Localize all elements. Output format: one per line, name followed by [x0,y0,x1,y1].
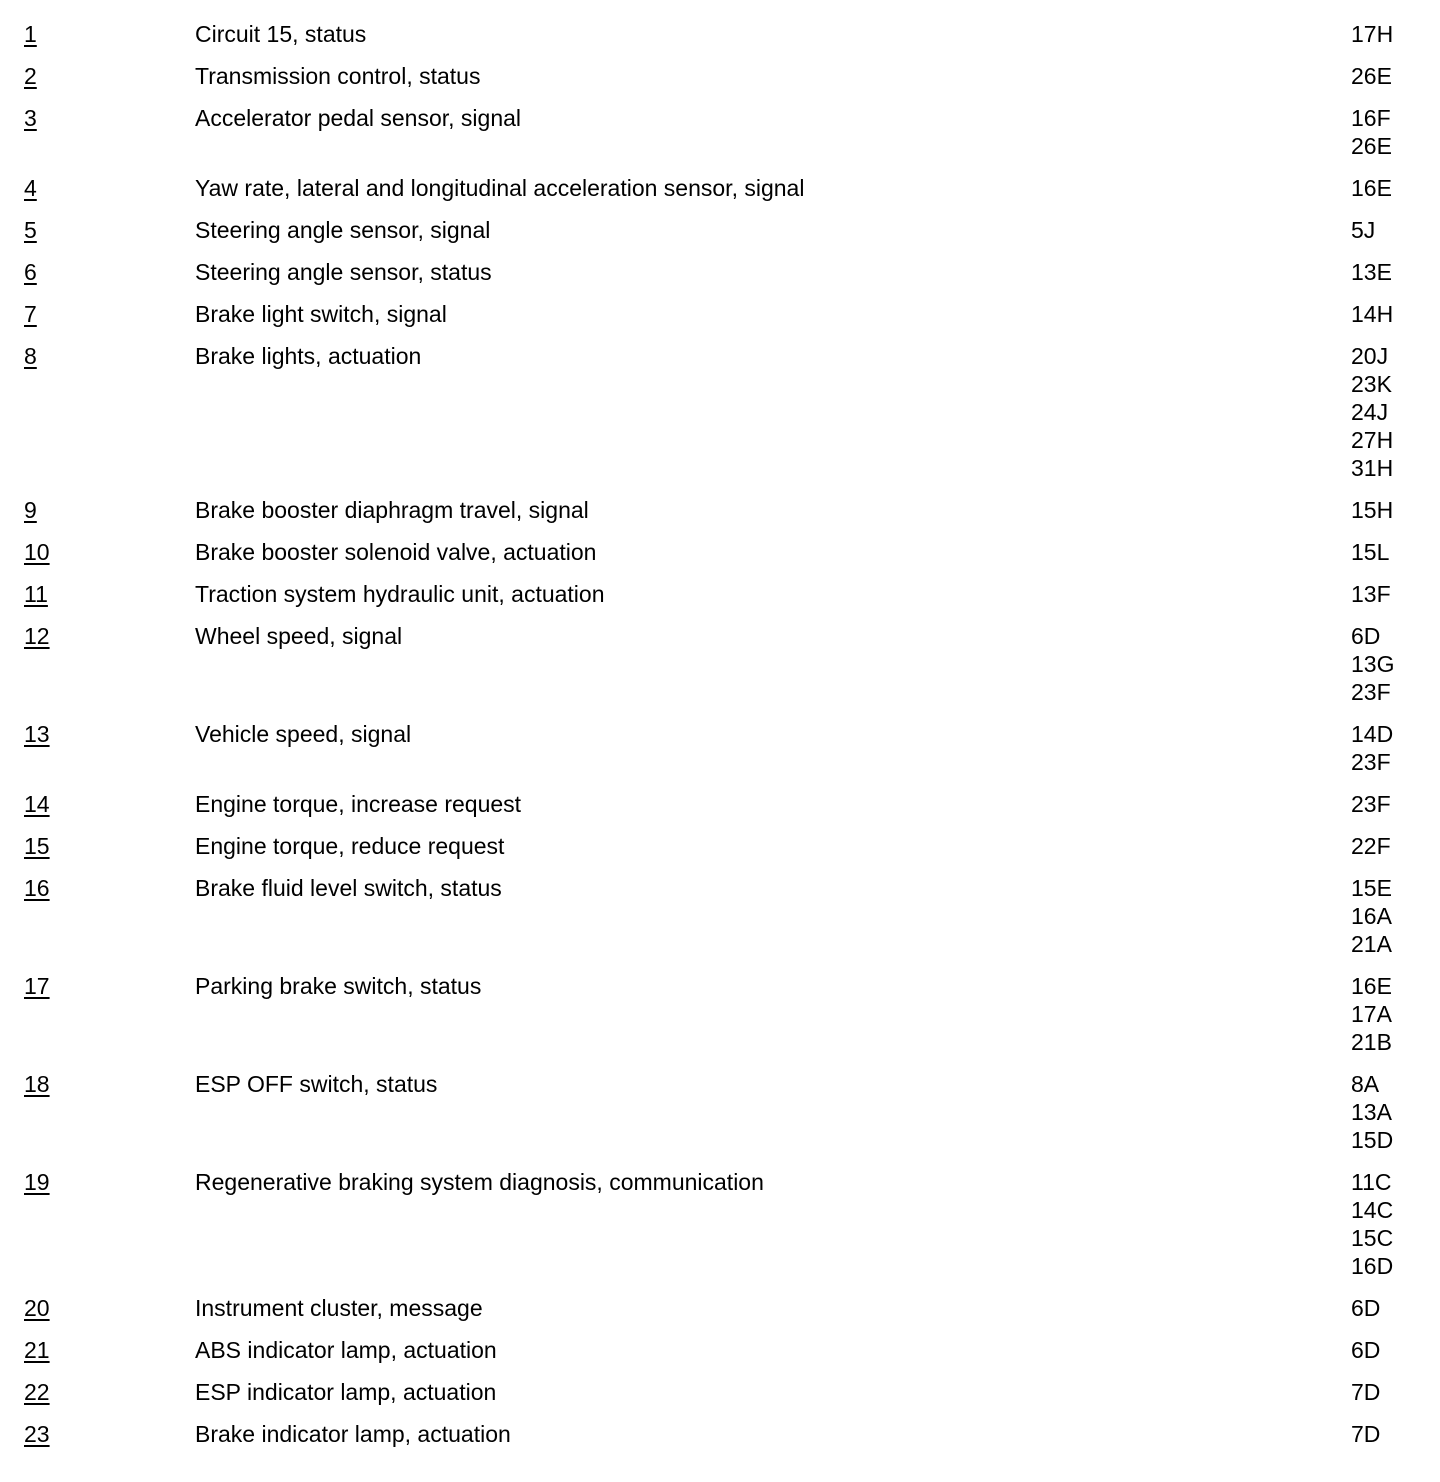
row-description: Wheel speed, signal [195,623,403,649]
row-codes [1351,580,1431,608]
row-number-link[interactable]: 6 [24,259,37,285]
row-codes [1351,1294,1431,1322]
grid-reference-code: 20J [1351,343,1389,369]
row-description: ESP OFF switch, status [195,1071,438,1097]
grid-reference-code: 14C [1351,1197,1394,1223]
table-row [0,1168,1440,1280]
row-number-cell [0,258,195,286]
grid-reference-code: 8A [1351,1071,1380,1097]
row-number-link[interactable]: 5 [24,217,37,243]
row-number-link[interactable]: 8 [24,343,37,369]
grid-reference-code: 5J [1351,217,1376,243]
row-number-link[interactable]: 3 [24,105,37,131]
row-codes [1351,216,1431,244]
table-row [0,342,1440,482]
row-number-link[interactable]: 1 [24,21,37,47]
grid-reference-code: 16F [1351,105,1391,131]
row-number-cell [0,20,195,48]
grid-reference-code: 13A [1351,1099,1392,1125]
table-row [0,580,1440,608]
row-description: ABS indicator lamp, actuation [195,1337,497,1363]
row-number-cell [0,1378,195,1406]
table-row [0,1336,1440,1364]
row-codes [1351,720,1431,776]
table-row [0,720,1440,776]
row-number-cell [0,720,195,748]
grid-reference-code: 21A [1351,931,1392,957]
table-row [0,1294,1440,1322]
table-row [0,1070,1440,1154]
row-number-link[interactable]: 23 [24,1421,50,1447]
grid-reference-code: 14H [1351,301,1394,327]
grid-reference-code: 26E [1351,133,1392,159]
table-row [0,174,1440,202]
row-codes [1351,1070,1431,1154]
row-number-cell [0,104,195,132]
row-codes [1351,174,1431,202]
grid-reference-code: 22F [1351,833,1391,859]
row-description: Brake indicator lamp, actuation [195,1421,511,1447]
row-number-cell [0,972,195,1000]
row-number-link[interactable]: 16 [24,875,50,901]
grid-reference-code: 16A [1351,903,1392,929]
row-codes [1351,622,1431,706]
row-codes [1351,832,1431,860]
row-number-link[interactable]: 9 [24,497,37,523]
grid-reference-code: 13G [1351,651,1395,677]
table-row [0,20,1440,48]
row-description: Regenerative braking system diagnosis, communication [195,1169,764,1195]
table-row [0,832,1440,860]
row-number-link[interactable]: 19 [24,1169,50,1195]
table-row [0,972,1440,1056]
row-description: Engine torque, reduce request [195,833,505,859]
row-codes [1351,972,1431,1056]
grid-reference-code: 31H [1351,455,1394,481]
table-row [0,622,1440,706]
grid-reference-code: 13F [1351,581,1391,607]
grid-reference-code: 27H [1351,427,1394,453]
row-description: Instrument cluster, message [195,1295,483,1321]
row-number-cell [0,1168,195,1196]
grid-reference-code: 14D [1351,721,1394,747]
row-codes [1351,104,1431,160]
row-number-cell [0,300,195,328]
row-number-cell [0,496,195,524]
row-description: Brake fluid level switch, status [195,875,502,901]
table-row [0,1420,1440,1448]
table-row [0,1378,1440,1406]
row-number-link[interactable]: 11 [24,581,48,607]
row-description: Vehicle speed, signal [195,721,412,747]
grid-reference-code: 15D [1351,1127,1394,1153]
grid-reference-code: 24J [1351,399,1389,425]
row-description: Steering angle sensor, signal [195,217,491,243]
table-row [0,104,1440,160]
grid-reference-code: 17A [1351,1001,1392,1027]
grid-reference-code: 16E [1351,175,1392,201]
row-codes [1351,1168,1431,1280]
row-codes [1351,20,1431,48]
grid-reference-code: 15L [1351,539,1390,565]
table-row [0,300,1440,328]
grid-reference-code: 23F [1351,749,1391,775]
grid-reference-code: 16E [1351,973,1392,999]
row-description: Yaw rate, lateral and longitudinal acceleration sensor, signal [195,175,805,201]
grid-reference-code: 23F [1351,679,1391,705]
row-number-link[interactable]: 21 [24,1337,50,1363]
row-description: Traction system hydraulic unit, actuation [195,581,605,607]
row-number-cell [0,1420,195,1448]
row-codes [1351,62,1431,90]
row-number-link[interactable]: 7 [24,301,37,327]
row-description: Parking brake switch, status [195,973,482,999]
row-number-link[interactable]: 2 [24,63,37,89]
row-codes [1351,538,1431,566]
row-description: Circuit 15, status [195,21,367,47]
row-number-cell [0,832,195,860]
row-codes [1351,496,1431,524]
row-description: Brake light switch, signal [195,301,447,327]
grid-reference-code: 15H [1351,497,1394,523]
row-codes [1351,790,1431,818]
row-number-cell [0,790,195,818]
grid-reference-code: 6D [1351,623,1381,649]
row-number-cell [0,1294,195,1322]
grid-reference-code: 15E [1351,875,1392,901]
grid-reference-code: 6D [1351,1295,1381,1321]
row-number-cell [0,622,195,650]
row-number-cell [0,580,195,608]
grid-reference-code: 6D [1351,1337,1381,1363]
table-row [0,790,1440,818]
row-number-link[interactable]: 22 [24,1379,50,1405]
row-codes [1351,258,1431,286]
table-row [0,538,1440,566]
table-row [0,62,1440,90]
row-number-cell [0,874,195,902]
row-number-link[interactable]: 20 [24,1295,50,1321]
row-number-link[interactable]: 12 [24,623,50,649]
grid-reference-code: 23K [1351,371,1392,397]
row-description: Steering angle sensor, status [195,259,492,285]
grid-reference-code: 21B [1351,1029,1392,1055]
row-number-link[interactable]: 17 [24,973,50,999]
row-description: ESP indicator lamp, actuation [195,1379,497,1405]
row-number-cell [0,174,195,202]
grid-reference-code: 15C [1351,1225,1394,1251]
row-number-cell [0,1336,195,1364]
row-description: Engine torque, increase request [195,791,522,817]
row-number-cell [0,62,195,90]
row-codes [1351,1336,1431,1364]
row-number-cell [0,538,195,566]
grid-reference-code: 16D [1351,1253,1394,1279]
row-description: Accelerator pedal sensor, signal [195,105,522,131]
grid-reference-code: 11C [1351,1169,1392,1195]
grid-reference-code: 23F [1351,791,1391,817]
row-number-cell [0,216,195,244]
row-codes [1351,874,1431,958]
table-row [0,874,1440,958]
row-number-link[interactable]: 13 [24,721,50,747]
grid-reference-code: 26E [1351,63,1392,89]
grid-reference-code: 13E [1351,259,1392,285]
grid-reference-code: 7D [1351,1421,1381,1447]
table-row [0,496,1440,524]
row-codes [1351,300,1431,328]
row-codes [1351,1378,1431,1406]
row-description: Brake booster solenoid valve, actuation [195,539,597,565]
grid-reference-code: 7D [1351,1379,1381,1405]
row-description: Transmission control, status [195,63,481,89]
row-description: Brake booster diaphragm travel, signal [195,497,589,523]
row-number-cell [0,342,195,370]
row-number-link[interactable]: 18 [24,1071,50,1097]
table-row [0,216,1440,244]
table-row [0,258,1440,286]
row-number-link[interactable]: 4 [24,175,37,201]
row-number-cell [0,1070,195,1098]
grid-reference-code: 17H [1351,21,1394,47]
row-number-link[interactable]: 15 [24,833,50,859]
row-codes [1351,342,1431,482]
row-number-link[interactable]: 10 [24,539,50,565]
row-codes [1351,1420,1431,1448]
row-number-link[interactable]: 14 [24,791,50,817]
row-description: Brake lights, actuation [195,343,422,369]
